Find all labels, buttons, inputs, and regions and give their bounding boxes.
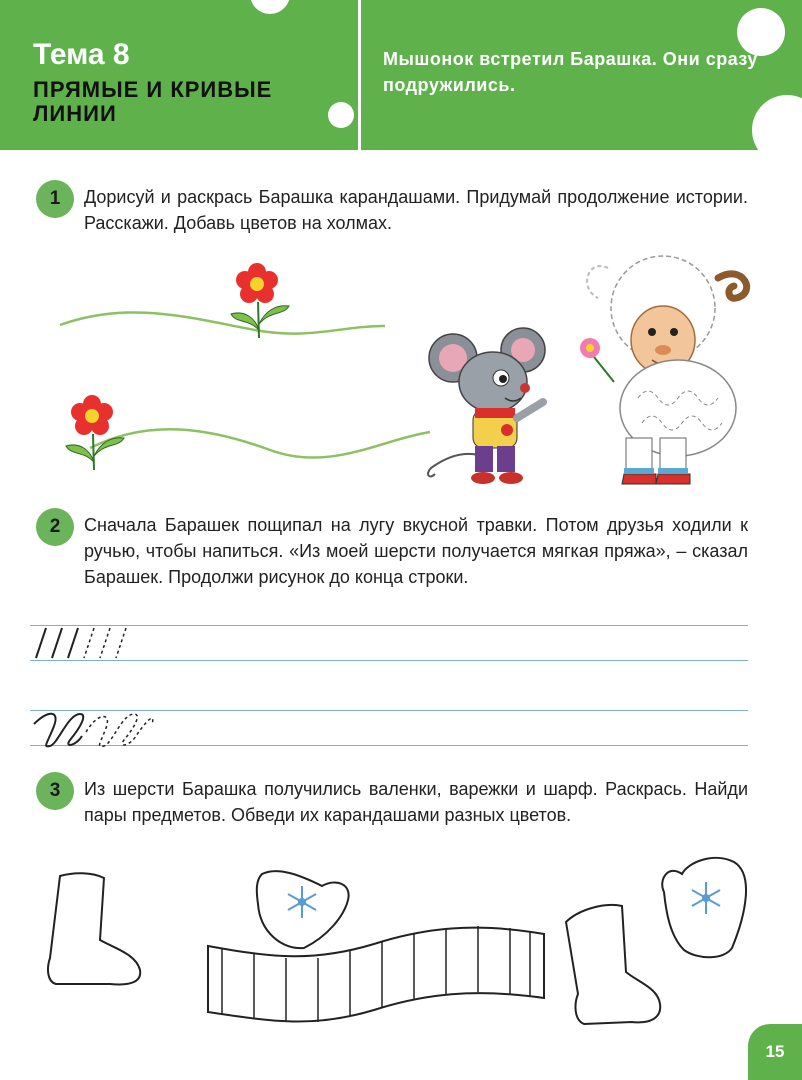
- loop-strokes-pattern: [34, 706, 164, 750]
- scarf-icon: [204, 918, 550, 1038]
- task-text: Сначала Барашек пощипал на лугу вкусной травки. Потом друзья ходили к ручью, чтобы напиться. «Из моей шерсти получается мягкая пряжа», – сказал Барашек. Продолжи рисунок до конца строки.: [84, 515, 748, 587]
- slant-strokes-pattern: [34, 626, 144, 660]
- theme-number: Тема 8: [33, 38, 130, 71]
- story-text: Мышонок встретил Барашка. Они сразу подружились.: [383, 49, 758, 95]
- task-text: Дорисуй и раскрась Барашка карандашами. Придумай продолжение истории. Расскажи. Добавь цветов на холмах.: [84, 187, 748, 233]
- theme-title: ПРЯМЫЕ И КРИВЫЕ ЛИНИИ: [33, 77, 273, 126]
- page-number: 15: [748, 1024, 802, 1080]
- valenok-icon: [40, 870, 150, 990]
- mouse-illustration: [425, 318, 555, 490]
- task-number-badge: 3: [36, 772, 74, 810]
- sheep-illustration: [568, 248, 758, 492]
- flower-icon: [62, 394, 132, 474]
- task-text: Из шерсти Барашка получились валенки, варежки и шарф. Раскрась. Найди пары предметов. Обведи их карандашами разных цветов.: [84, 779, 748, 825]
- hill-curve-upper: [60, 312, 385, 333]
- writing-line: [30, 660, 748, 661]
- flower-icon: [225, 262, 295, 342]
- task-number-badge: 2: [36, 508, 74, 546]
- hill-curve-lower: [90, 429, 430, 457]
- task-number-badge: 1: [36, 180, 74, 218]
- mitten-icon: [654, 852, 754, 964]
